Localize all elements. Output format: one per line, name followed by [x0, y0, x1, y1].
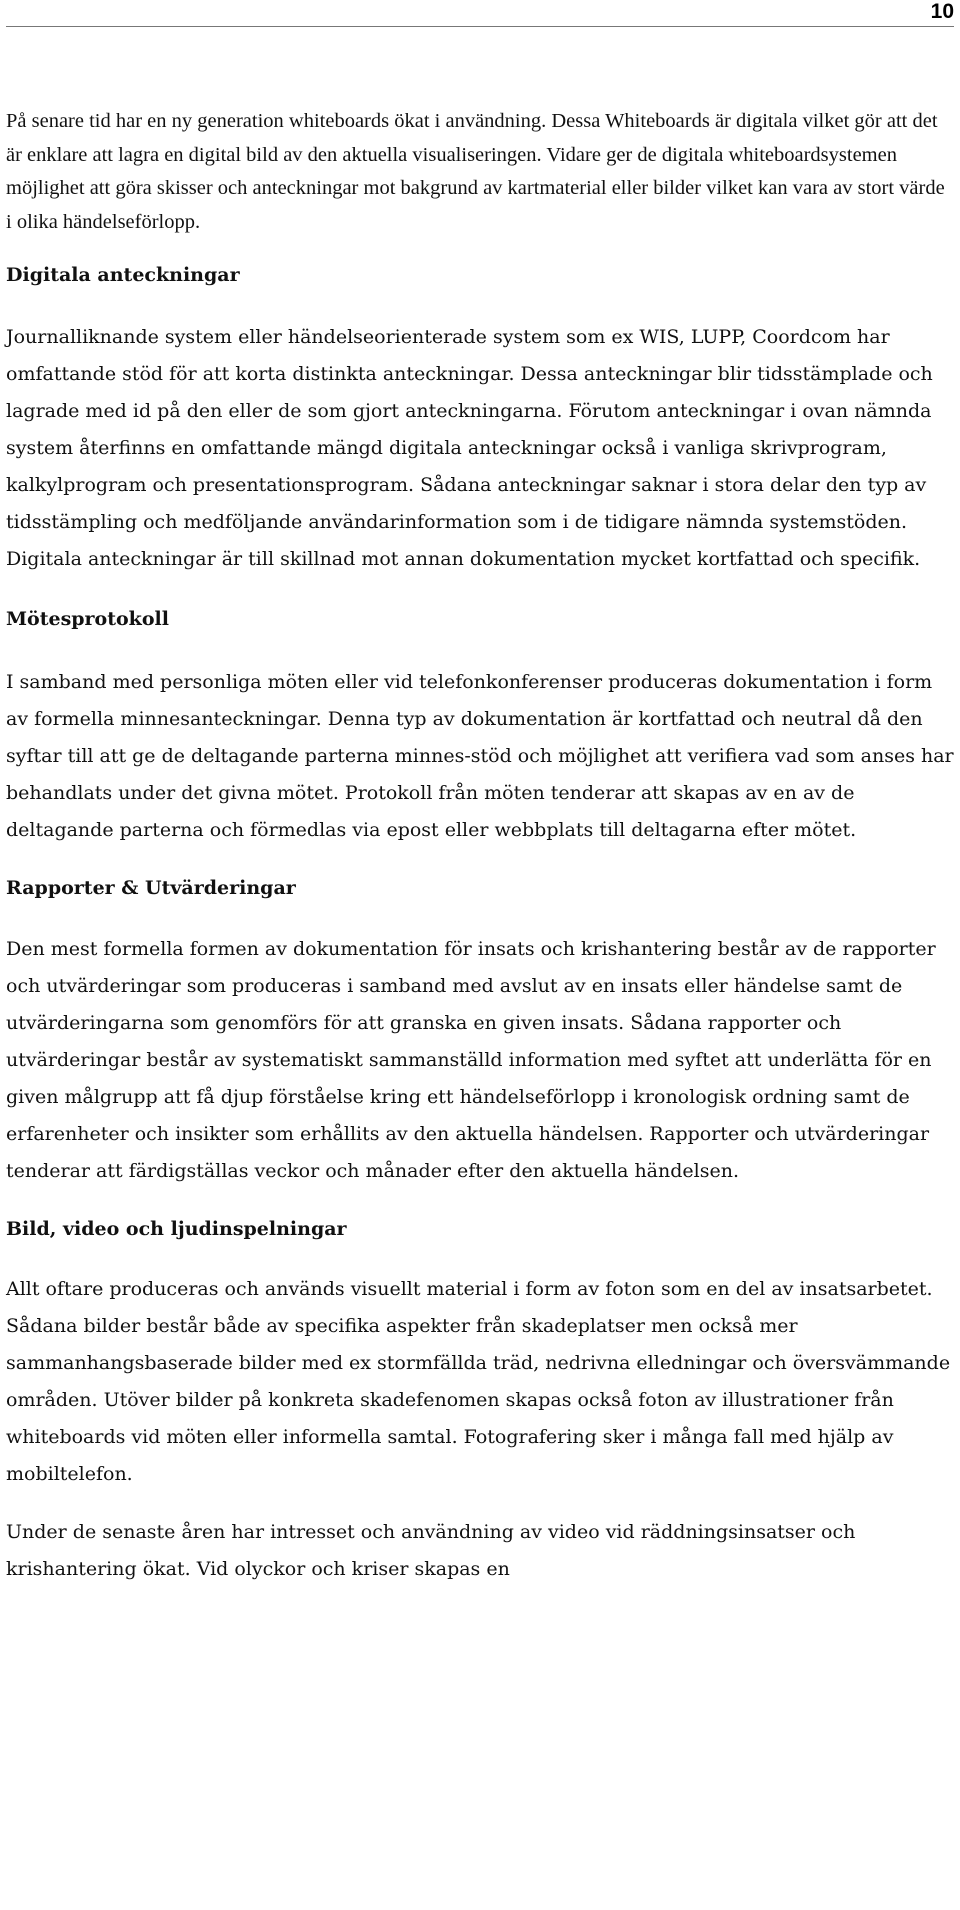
- intro-paragraph: På senare tid har en ny generation whiteboards ökat i användning. Dessa Whiteboards är digitala vilket gör att det är enklare att lagra en digital bild av den aktuella visualiseringen. Vidare ger de digitala whiteboardsystemen möjlighet att göra skisser och anteckningar mot bakgrund av kartmaterial eller bilder vilket kan vara av stort värde i olika händelseförlopp.: [6, 110, 945, 233]
- page-header: [0, 0, 960, 30]
- header-rule: [6, 26, 954, 27]
- page-number: 10: [930, 0, 954, 23]
- paragraph-video-intro: Under de senaste åren har intresset och användning av video vid räddningsinsatser och krishantering ökat. Vid olyckor och kriser skapas en: [6, 1521, 856, 1580]
- heading-rapporter-utvarderingar: Rapporter & Utvärderingar: [6, 877, 296, 899]
- heading-motesprotokoll: Mötesprotokoll: [6, 608, 169, 630]
- paragraph-bild-video-ljud: Allt oftare produceras och används visuellt material i form av foton som en del av insatsarbetet. Sådana bilder består både av specifika aspekter från skadeplatser men också mer sammanhangsbaserade bilder med ex stormfällda träd, nedrivna elledningar och översvämmande områden. Utöver bilder på konkreta skadefenomen skapas också foton av illustrationer från whiteboards vid möten eller informella samtal. Fotografering sker i många fall med hjälp av mobiltelefon.: [6, 1278, 951, 1485]
- paragraph-digitala-anteckningar: Journalliknande system eller händelseorienterade system som ex WIS, LUPP, Coordcom har omfattande stöd för att korta distinkta anteckningar. Dessa anteckningar blir tidsstämplade och lagrade med id på den eller de som gjort anteckningarna. Förutom anteckningar i ovan nämnda system återfinns en omfattande mängd digitala anteckningar också i vanliga skrivprogram, kalkylprogram och presentationsprogram. Sådana anteckningar saknar i stora delar den typ av tidsstämpling och medföljande användarinformation som i de tidigare nämnda systemstöden. Digitala anteckningar är till skillnad mot annan dokumentation mycket kortfattad och specifik.: [6, 326, 933, 570]
- document-body: [6, 105, 954, 1588]
- paragraph-rapporter-utvarderingar: Den mest formella formen av dokumentation för insats och krishantering består av de rapporter och utvärderingar som produceras i samband med avslut av en insats eller händelse samt de utvärderingarna som genomförs för att granska en given insats. Sådana rapporter och utvärderingar består av systematiskt sammanställd information med syftet att underlätta för en given målgrupp att få djup förståelse kring ett händelseförlopp i kronologisk ordning samt de erfarenheter och insikter som erhållits av den aktuella händelsen. Rapporter och utvärderingar tenderar att färdigställas veckor och månader efter den aktuella händelsen.: [6, 938, 936, 1182]
- heading-digitala-anteckningar: Digitala anteckningar: [6, 264, 240, 286]
- paragraph-motesprotokoll: I samband med personliga möten eller vid telefonkonferenser produceras dokumentation i form av formella minnesanteckningar. Denna typ av dokumentation är kortfattad och neutral då den syftar till att ge de deltagande parterna minnes-stöd och möjlighet att verifiera vad som anses har behandlats under det givna mötet. Protokoll från möten tenderar att skapas av en av de deltagande parterna och förmedlas via epost eller webbplats till deltagarna efter mötet.: [6, 671, 954, 841]
- heading-bild-video-ljud: Bild, video och ljudinspelningar: [6, 1218, 347, 1240]
